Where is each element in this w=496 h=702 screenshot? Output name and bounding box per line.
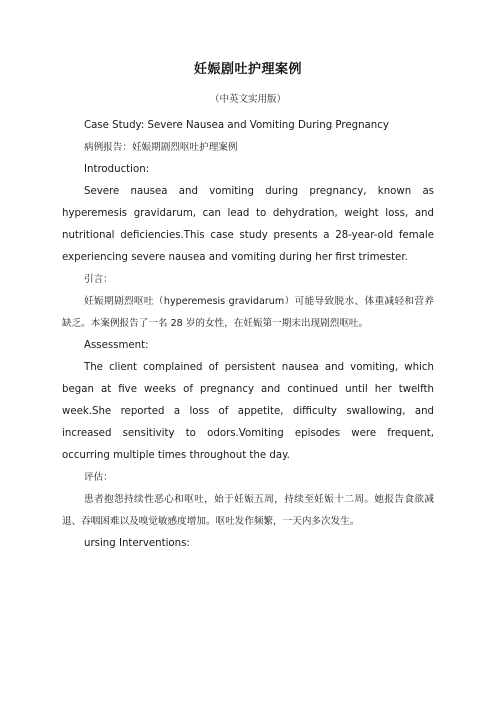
assessment-paragraph-en: The client complained of persistent nausea and vomiting, which began at five weeks of pregnancy and continued until her twelfth week.She reported a loss of appetite, difficulty swallowing, and increased sensitivity to odors.Vomiting episodes were frequent, occurring multiple times throughout the day. <box>62 362 434 461</box>
document-page <box>62 58 434 555</box>
intro-paragraph-en: Severe nausea and vomiting during pregnancy, known as hyperemesis gravidarum, can lead to dehydration, weight loss, and nutritional deficiencies.This case study presents a 28-year-old female experiencing severe nausea and vomiting during her first trimester. <box>62 186 434 263</box>
assessment-heading-cn: 评估： <box>84 472 113 483</box>
intro-heading-cn: 引言： <box>84 274 113 285</box>
interventions-heading-en: ursing Interventions: <box>84 538 190 549</box>
assessment-paragraph-cn: 患者抱怨持续性恶心和呕吐，始于妊娠五周，持续至妊娠十二周。她报告食欲减退、吞咽困难以及嗅觉敏感度增加。呕吐发作频繁，一天内多次发生。 <box>62 494 434 527</box>
case-study-title-en: Case Study: Severe Nausea and Vomiting During Pregnancy <box>84 120 389 131</box>
document-title: 妊娠剧吐护理案例 <box>193 62 302 77</box>
case-study-title-cn: 病例报告：妊娠期剧烈呕吐护理案例 <box>84 142 238 153</box>
document-subtitle: （中英文实用版） <box>209 94 286 105</box>
assessment-heading-en: Assessment: <box>84 340 149 351</box>
intro-heading-en: Introduction: <box>84 164 150 175</box>
intro-paragraph-cn: 妊娠期剧烈呕吐（hyperemesis gravidarum）可能导致脱水、体重减轻和营养缺乏。本案例报告了一名 28 岁的女性，在妊娠第一期末出现剧烈呕吐。 <box>62 296 434 329</box>
